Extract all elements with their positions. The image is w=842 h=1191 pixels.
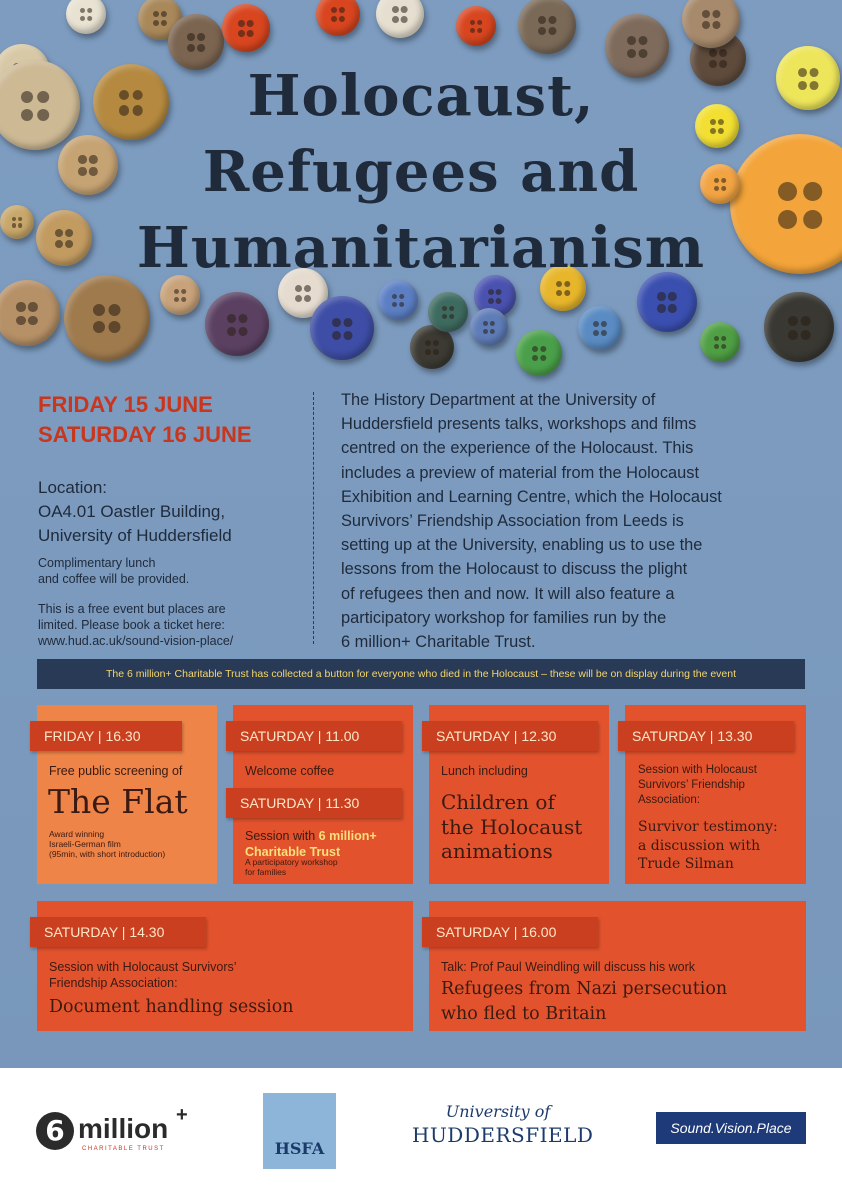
event-detail-fri-1630 (49, 829, 165, 859)
event-label-fri-1630: Free public screening of (49, 764, 183, 778)
sat-1330-title-2: a discussion with (638, 837, 761, 854)
title-line-3: Humanitarianism (136, 215, 706, 281)
sat-1330-label-3: Association: (638, 794, 701, 806)
intro-paragraph (341, 388, 811, 654)
lunch-note-line-2: and coffee will be provided. (38, 572, 190, 586)
fri-detail-2: Israeli-German film (49, 839, 121, 849)
event-tag-sat-1330: SATURDAY | 13.30 (618, 721, 794, 751)
plus-sign: + (176, 1104, 188, 1126)
sat-1130-detail-1: A participatory workshop (245, 857, 338, 867)
event-title-sat-1330 (638, 818, 778, 874)
date-friday: FRIDAY 15 JUNE (38, 392, 213, 417)
intro-line: Huddersfield presents talks, workshops and films (341, 415, 697, 434)
event-tag-sat-1230: SATURDAY | 12.30 (422, 721, 598, 751)
event-title-sat-1230 (441, 790, 582, 864)
ticket-link[interactable]: www.hud.ac.uk/sound-vision-place/ (38, 634, 234, 648)
intro-line: includes a preview of material from the Holocaust (341, 463, 700, 482)
location-block (38, 476, 232, 548)
event-title-sat-1430: Document handling session (49, 997, 294, 1017)
event-tag-sat-1130: SATURDAY | 11.30 (226, 788, 402, 818)
intro-line: The History Department at the University of (341, 391, 656, 409)
title-line-2: Refugees and (202, 139, 640, 205)
event-title-sat-1600 (441, 977, 727, 1027)
fri-detail-3: (95min, with short introduction) (49, 849, 166, 859)
lunch-note-line-1: Complimentary lunch (38, 556, 156, 570)
lunch-note (38, 555, 189, 587)
intro-line: 6 million+ Charitable Trust. (341, 633, 536, 652)
sat-1130-detail-2: for families (245, 867, 287, 877)
event-tag-sat-1100: SATURDAY | 11.00 (226, 721, 402, 751)
event-label-sat-1130 (245, 828, 377, 860)
uni-line-1: University of (445, 1102, 551, 1121)
event-detail-sat-1130 (245, 857, 338, 877)
sat-1600-title-2: who fled to Britain (441, 1004, 607, 1024)
sat-1230-title-3: animations (441, 839, 553, 863)
sat-1430-label-2: Friendship Association: (49, 976, 178, 990)
sat-1130-highlight-1: 6 million+ (318, 829, 377, 843)
event-label-sat-1330 (638, 763, 757, 808)
intro-line: Survivors’ Friendship Association from Leeds is (341, 512, 684, 531)
ticket-note-line-2: limited. Please book a ticket here: (38, 618, 225, 632)
charitable-trust-subtitle: CHARITABLE TRUST (82, 1146, 165, 1152)
fri-detail-1: Award winning (49, 829, 105, 839)
sat-1330-label-1: Session with Holocaust (638, 764, 757, 776)
six-digit-circle: 6 (36, 1112, 74, 1150)
uni-line-2: HUDDERSFIELD (412, 1123, 594, 1147)
sat-1330-title-3: Trude Silman (638, 856, 734, 872)
intro-line: centred on the experience of the Holocaust. This (341, 439, 694, 458)
event-tag-sat-1430: SATURDAY | 14.30 (30, 917, 206, 947)
million-word: million (78, 1113, 169, 1144)
event-label-sat-1100: Welcome coffee (245, 764, 335, 778)
sat-1230-title-2: the Holocaust (441, 814, 583, 839)
sat-1430-label-1: Session with Holocaust Survivors’ (49, 960, 237, 974)
date-saturday: SATURDAY 16 JUNE (38, 422, 252, 447)
event-dates (38, 390, 252, 450)
ticket-note (38, 601, 233, 649)
hsfa-logo: HSFA (263, 1093, 336, 1169)
event-tag-fri-1630: FRIDAY | 16.30 (30, 721, 182, 751)
sound-vision-place-logo: Sound.Vision.Place (656, 1112, 806, 1144)
poster-title (0, 58, 842, 286)
six-million-logo (36, 1104, 196, 1155)
button-collection-banner: The 6 million+ Charitable Trust has collected a button for everyone who died in the Holocaust – these will be on display during the event (37, 659, 805, 689)
event-label-sat-1600: Talk: Prof Paul Weindling will discuss his work (441, 960, 696, 974)
sat-1230-title-1: Children of (441, 790, 555, 814)
location-line-2: University of Huddersfield (38, 526, 232, 545)
sat-1330-title-1: Survivor testimony: (638, 819, 778, 835)
column-divider (313, 392, 314, 644)
title-line-1: Holocaust, (247, 63, 595, 129)
intro-line: lessons from the Holocaust to discuss the plight (341, 560, 688, 579)
event-tag-sat-1600: SATURDAY | 16.00 (422, 917, 598, 947)
intro-line: Exhibition and Learning Centre, which the Holocaust (341, 487, 722, 506)
event-title-the-flat: The Flat (48, 782, 188, 821)
sat-1600-title-1: Refugees from Nazi persecution (441, 979, 728, 999)
location-line-1: OA4.01 Oastler Building, (38, 502, 226, 521)
event-label-sat-1430 (49, 959, 237, 991)
sat-1330-label-2: Survivors’ Friendship (638, 779, 745, 791)
sat-1130-highlight-2: Charitable Trust (245, 845, 341, 859)
event-label-sat-1230: Lunch including (441, 764, 528, 778)
location-label: Location: (38, 478, 107, 497)
intro-line: of refugees then and now. It will also feature a (341, 584, 675, 603)
intro-line: setting up at the University, enabling us to use the (341, 536, 703, 555)
sat-1130-prefix: Session with (245, 829, 319, 843)
university-logo (412, 1102, 594, 1148)
intro-line: participatory workshop for families run by the (341, 608, 667, 627)
ticket-note-line-1: This is a free event but places are (38, 602, 226, 616)
